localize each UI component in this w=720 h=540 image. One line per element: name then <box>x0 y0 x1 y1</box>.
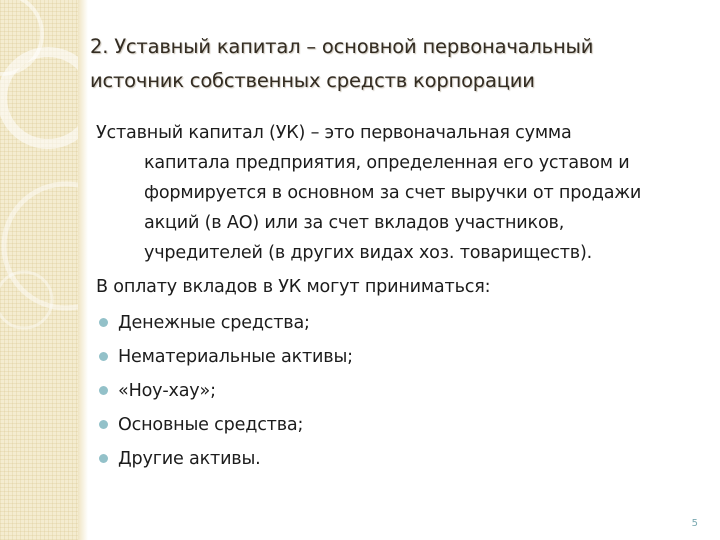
list-item <box>96 408 706 442</box>
definition-line-3: формируется в основном за счет выручки от продажи <box>144 183 642 203</box>
list-item-text: Основные средства; <box>118 415 304 435</box>
definition-line-4: акций (в АО) или за счет вкладов участников, <box>144 213 565 233</box>
slide-title-line-1: 2. Уставный капитал – основной первоначальный <box>90 35 594 58</box>
list-item-text: Другие активы. <box>118 449 261 469</box>
bullet-dot-icon <box>99 352 108 361</box>
definition-dash-text: – это первоначальная сумма <box>305 123 572 143</box>
slide-title-line-2: источник собственных средств корпорации <box>90 69 535 92</box>
bullet-dot-icon <box>99 386 108 395</box>
list-item <box>96 340 706 374</box>
contributions-lead-text: В оплату вкладов в УК могут приниматься <box>96 277 485 297</box>
side-band-edge <box>78 0 88 540</box>
list-item-text: «Ноу-хау»; <box>118 381 216 401</box>
slide-body <box>96 118 706 476</box>
bullet-dot-icon <box>99 454 108 463</box>
list-item-text: Нематериальные активы; <box>118 347 353 367</box>
contributions-lead-colon: : <box>484 277 491 297</box>
definition-line-5: учредителей (в других видах хоз. товариществ). <box>144 243 592 263</box>
definition-first-line <box>96 118 706 148</box>
bullet-dot-icon <box>99 318 108 327</box>
list-item <box>96 374 706 408</box>
definition-term: Уставный капитал (УК) <box>96 123 306 143</box>
contributions-lead <box>96 272 706 302</box>
page-number: 5 <box>691 518 698 529</box>
decorative-circles-graphic <box>0 0 78 540</box>
definition-paragraph <box>96 118 706 268</box>
definition-line-2: капитала предприятия, определенная его уставом и <box>144 153 630 173</box>
list-item <box>96 306 706 340</box>
bullet-dot-icon <box>99 420 108 429</box>
list-item <box>96 442 706 476</box>
slide-title <box>90 30 712 98</box>
decorative-side-band <box>0 0 78 540</box>
contributions-list <box>96 306 706 476</box>
list-item-text: Денежные средства; <box>118 313 310 333</box>
